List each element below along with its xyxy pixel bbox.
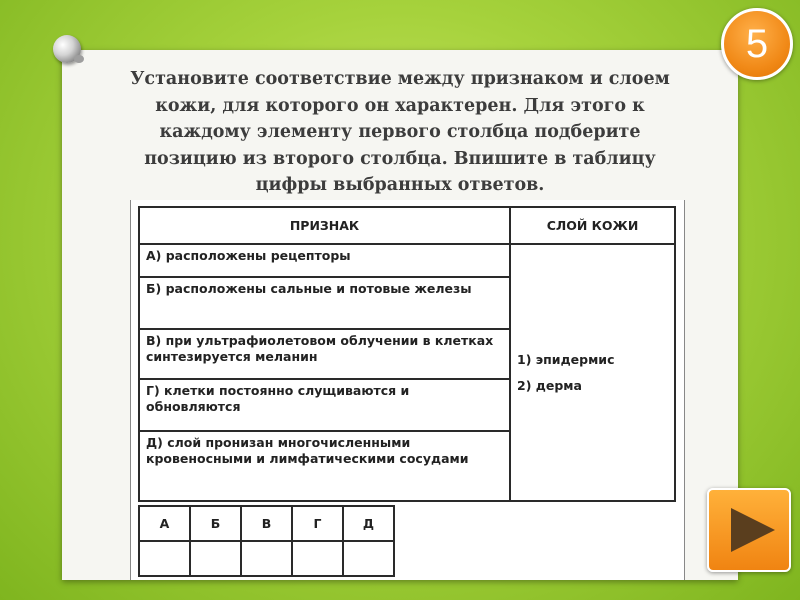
- answer-cell-b[interactable]: [190, 541, 241, 576]
- layer-option-1: 1) эпидермис: [517, 351, 615, 367]
- answer-letter: Г: [292, 506, 343, 541]
- pushpin-tail: [74, 55, 84, 63]
- answer-cell-d[interactable]: [343, 541, 394, 576]
- answer-table: [138, 505, 395, 577]
- layer-option-2: 2) дерма: [517, 377, 582, 393]
- answer-letter: Б: [190, 506, 241, 541]
- feature-a: А) расположены рецепторы: [139, 244, 510, 277]
- prompt-line: кожи, для которого он характерен. Для этого к: [155, 95, 645, 116]
- answer-letter: Д: [343, 506, 394, 541]
- layer-options: [510, 244, 675, 501]
- answer-cell-g[interactable]: [292, 541, 343, 576]
- answer-letter: А: [139, 506, 190, 541]
- prompt-line: цифры выбранных ответов.: [255, 175, 545, 195]
- prompt-line: Установите соответствие между признаком и слоем: [130, 69, 670, 89]
- play-arrow-icon: [731, 508, 775, 552]
- header-layer: СЛОЙ КОЖИ: [510, 207, 675, 244]
- matching-table: [138, 206, 676, 502]
- answer-cell-a[interactable]: [139, 541, 190, 576]
- answer-letters-row: [139, 506, 394, 541]
- answer-input-row: [139, 541, 394, 576]
- answer-cell-v[interactable]: [241, 541, 292, 576]
- feature-b: Б) расположены сальные и потовые железы: [139, 277, 510, 329]
- task-prompt: [100, 66, 700, 199]
- prompt-line: позицию из второго столбца. Впишите в таблицу: [144, 148, 656, 169]
- feature-v: В) при ультрафиолетовом облучении в клетках синтезируется меланин: [139, 329, 510, 379]
- slide-number-badge: 5: [721, 8, 793, 80]
- answer-letter: В: [241, 506, 292, 541]
- feature-g: Г) клетки постоянно слущиваются и обновляются: [139, 379, 510, 431]
- header-feature: ПРИЗНАК: [139, 207, 510, 244]
- table-row: [139, 244, 675, 277]
- table-header-row: [139, 207, 675, 244]
- prompt-line: каждому элементу первого столбца подберите: [159, 122, 641, 142]
- next-slide-button[interactable]: [707, 488, 791, 572]
- feature-d: Д) слой пронизан многочисленными кровеносными и лимфатическими сосудами: [139, 431, 510, 501]
